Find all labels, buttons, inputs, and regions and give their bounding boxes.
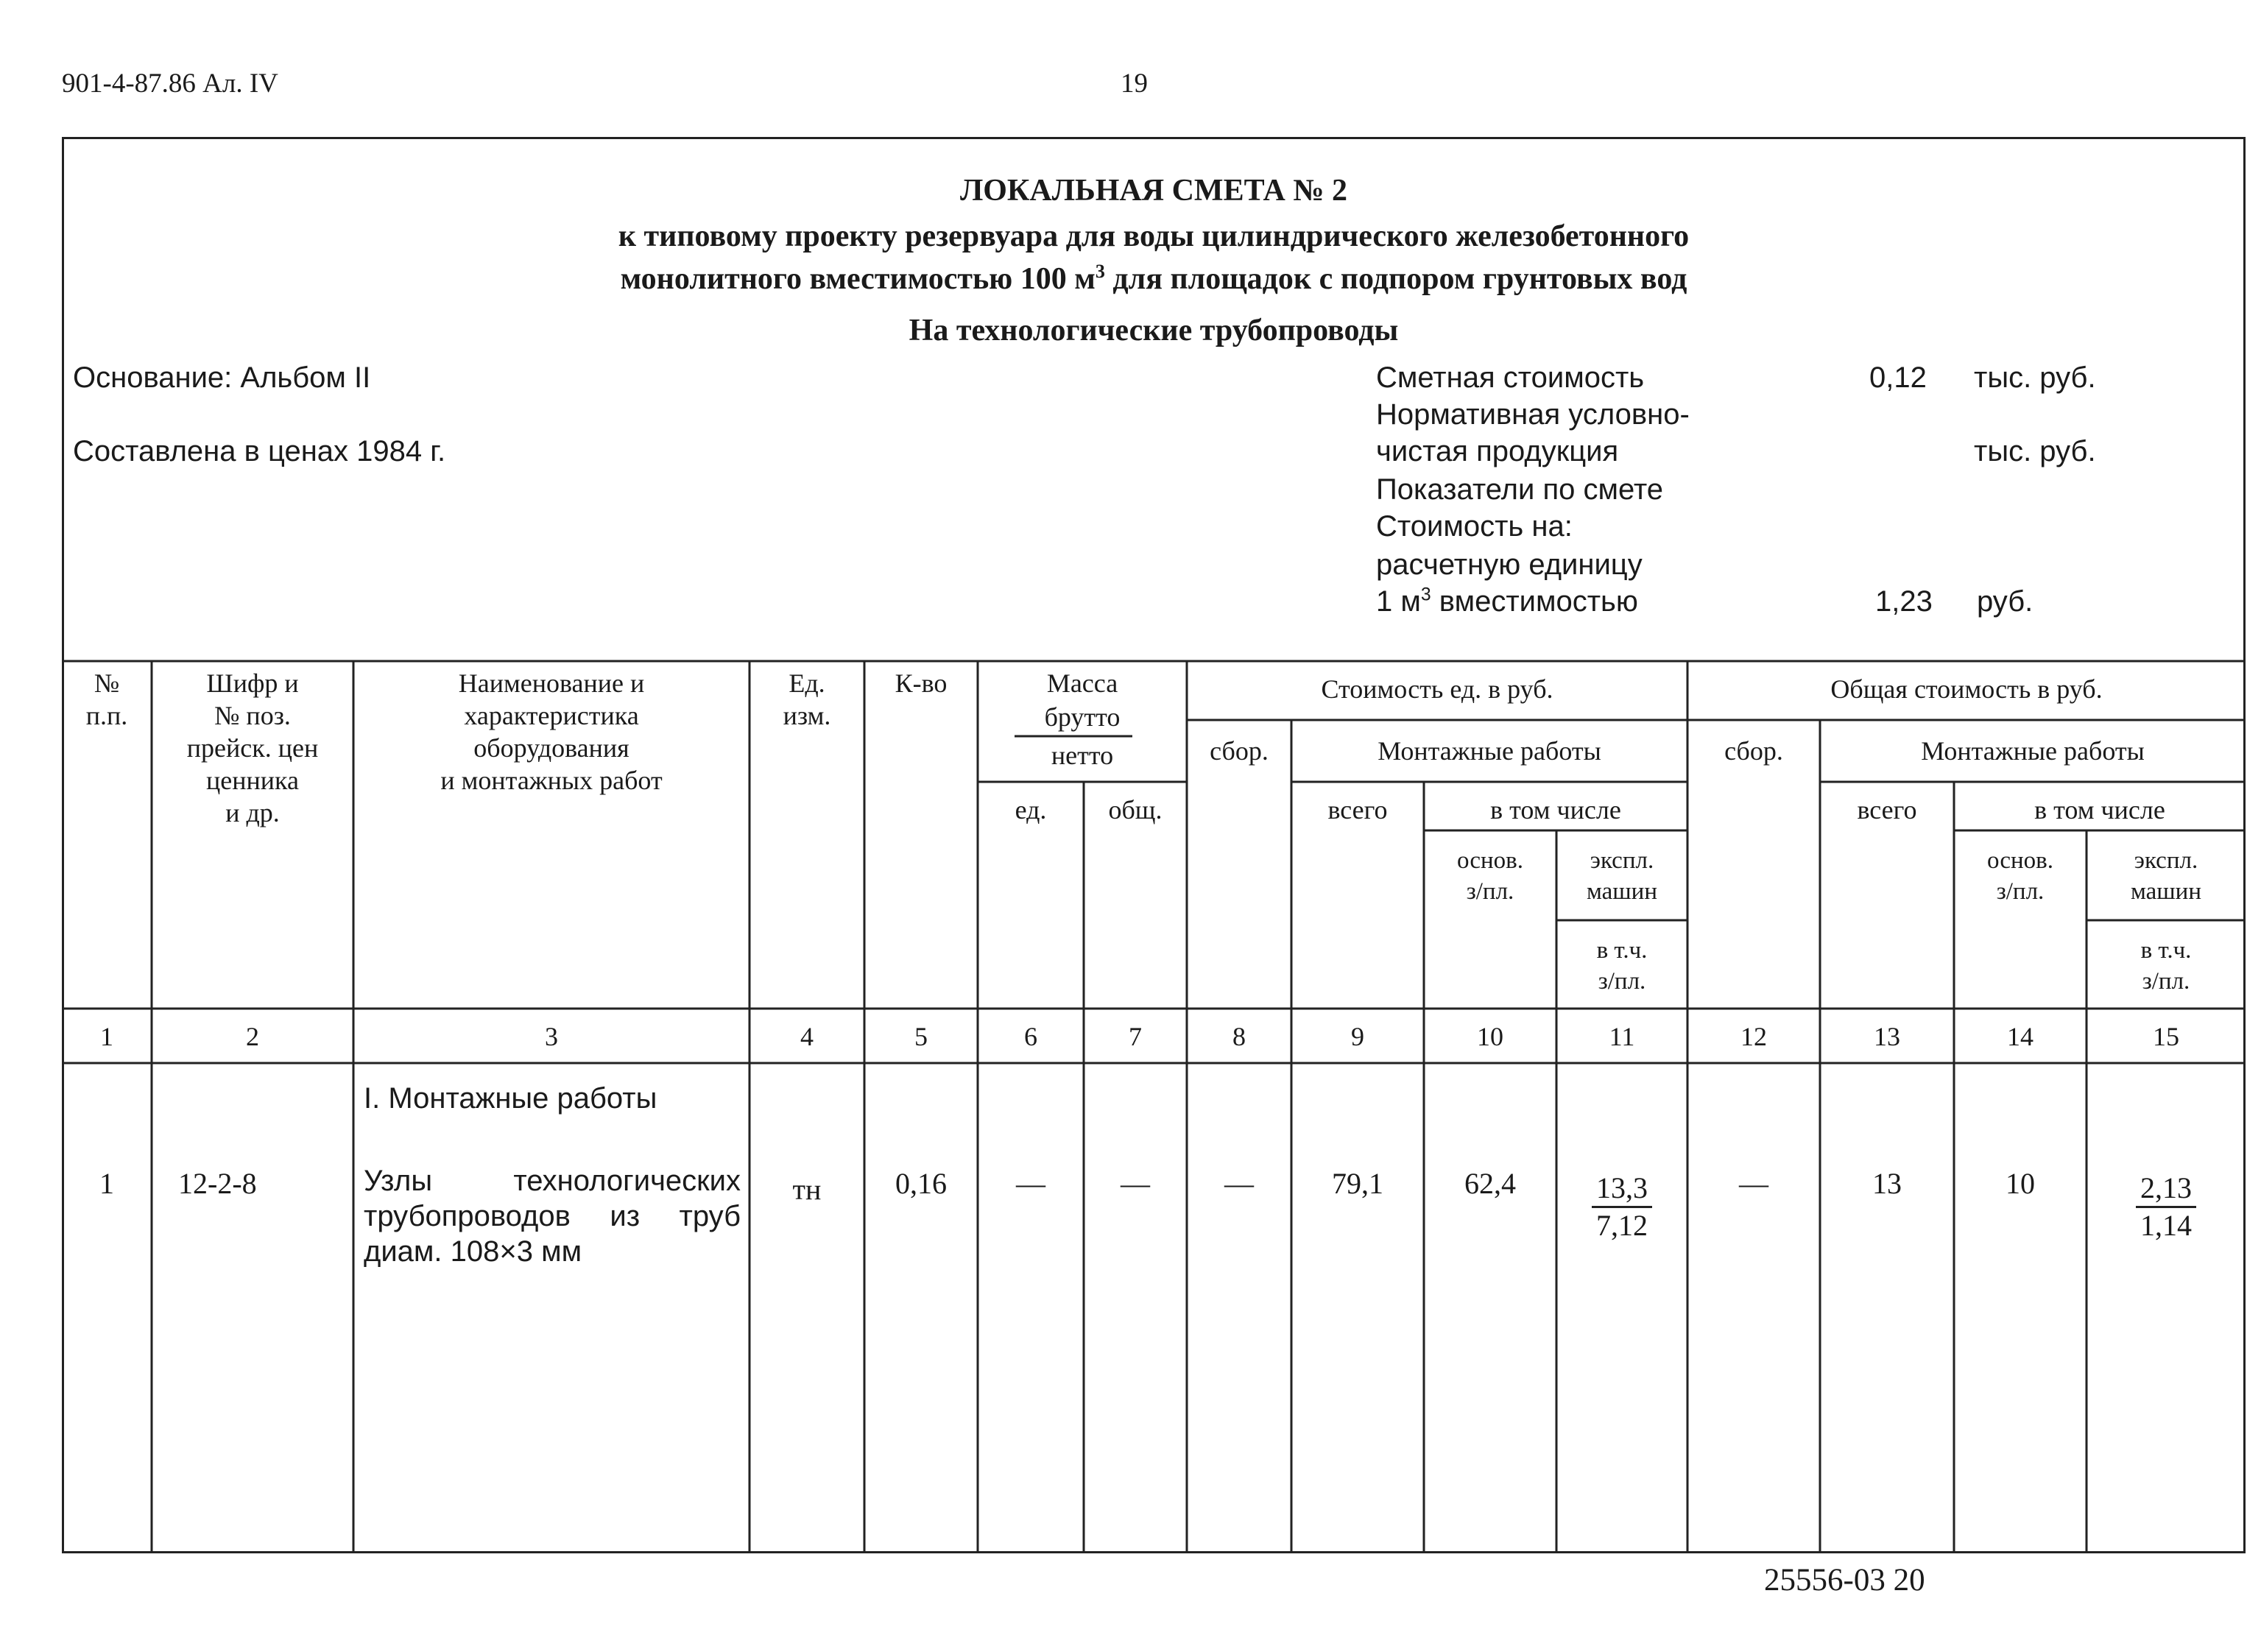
header-total-all: всего (1857, 795, 1917, 825)
column-number: 6 (1024, 1022, 1037, 1051)
estimate-title: ЛОКАЛЬНАЯ СМЕТА № 2 (959, 174, 1348, 208)
row-mass-unit: — (1016, 1167, 1045, 1200)
norm-label-2: чистая продукция (1376, 435, 1619, 467)
unit-label: расчетную единицу (1376, 548, 1643, 581)
row-unit-sbor: — (1224, 1167, 1254, 1200)
column-number: 5 (914, 1022, 928, 1051)
header-total-expl: экспл. машин (2130, 847, 2202, 905)
header-mass-net: нетто (1051, 741, 1114, 770)
column-number: 13 (1874, 1022, 1900, 1051)
row-total-all: 13 (1872, 1167, 1902, 1200)
row-number: 1 (99, 1167, 114, 1200)
row-mass-total: — (1121, 1167, 1150, 1200)
cost-per-label: Стоимость на: (1376, 510, 1573, 543)
norm-unit: тыс. руб. (1974, 435, 2096, 467)
row-unit-expl (1556, 1171, 1687, 1243)
header-unit-sbor: сбор. (1210, 736, 1269, 766)
header-unit-vtch: в т.ч. з/пл. (1596, 937, 1648, 995)
header-unit-mont: Монтажные работы (1378, 736, 1601, 766)
column-number: 10 (1477, 1022, 1503, 1051)
document-code: 901-4-87.86 Ал. IV (62, 68, 278, 99)
row-unit-expl-zp-value: 7,12 (1596, 1209, 1648, 1242)
page-number: 19 (1121, 68, 1148, 99)
column-number: 4 (800, 1022, 814, 1051)
norm-label-1: Нормативная условно- (1376, 398, 1690, 431)
column-number: 1 (100, 1022, 113, 1051)
header-mass-gross: брутто (1044, 702, 1121, 732)
header-mass: Масса (1046, 668, 1118, 698)
header-unit-all: всего (1327, 795, 1388, 825)
prices-year-text: Составлена в ценах 1984 г. (73, 435, 446, 467)
row-name: Узлы технологических трубопроводов из труб диам. 108×3 мм (364, 1165, 741, 1268)
row-code: 12-2-8 (178, 1167, 257, 1200)
header-total-cost: Общая стоимость в руб. (1830, 674, 2103, 704)
estimate-frame (62, 137, 2246, 1553)
footer-code: 25556-03 20 (1764, 1563, 1925, 1598)
header-unit-cost: Стоимость ед. в руб. (1321, 674, 1553, 704)
header-code: Шифр и № поз. прейск. цен ценника и др. (186, 668, 319, 827)
indicators-label: Показатели по смете (1376, 473, 1664, 506)
column-number: 12 (1740, 1022, 1767, 1051)
column-number: 8 (1232, 1022, 1246, 1051)
row-unit-expl-value: 13,3 (1592, 1171, 1652, 1208)
column-number: 11 (1609, 1022, 1635, 1051)
header-unit-osn: основ. з/пл. (1457, 847, 1523, 905)
column-number: 15 (2153, 1022, 2179, 1051)
basis-text: Основание: Альбом II (73, 361, 371, 394)
header-quantity: К-во (895, 668, 948, 698)
header-mass-unit: ед. (1015, 795, 1047, 825)
header-number: № п.п. (85, 668, 128, 730)
header-total-osn: основ. з/пл. (1987, 847, 2053, 905)
cost-value: 0,12 (1869, 361, 1927, 394)
row-total-expl (2087, 1171, 2246, 1243)
column-number: 2 (246, 1022, 259, 1051)
row-total-osn: 10 (2006, 1167, 2035, 1200)
header-total-sbor: сбор. (1724, 736, 1783, 766)
row-unit: тн (792, 1173, 822, 1206)
column-number: 3 (545, 1022, 558, 1051)
row-quantity: 0,16 (895, 1167, 947, 1200)
capacity-unit: руб. (1977, 585, 2034, 618)
row-unit-all: 79,1 (1332, 1167, 1383, 1200)
header-total-incl: в том числе (2034, 795, 2165, 825)
capacity-label: 1 $м^3$ вместимостью (1376, 585, 1638, 618)
section-title: I. Монтажные работы (364, 1082, 657, 1115)
header-unit: Ед. изм. (783, 668, 831, 730)
header-mass-total: общ. (1108, 795, 1163, 825)
column-number: 7 (1129, 1022, 1142, 1051)
estimate-section-title: На технологические трубопроводы (909, 314, 1399, 347)
header-total-vtch: в т.ч. з/пл. (2140, 937, 2192, 995)
header-unit-expl: экспл. машин (1586, 847, 1658, 905)
column-number: 14 (2007, 1022, 2034, 1051)
column-number: 9 (1351, 1022, 1364, 1051)
header-name: Наименование и характеристика оборудования и монтажных работ (440, 668, 663, 795)
header-unit-incl: в том числе (1490, 795, 1621, 825)
row-total-expl-value: 2,13 (2136, 1171, 2196, 1208)
header-total-mont: Монтажные работы (1921, 736, 2145, 766)
estimate-subtitle-line-2: монолитного вместимостью 100 $м^3$ для площадок с подпором грунтовых вод (620, 261, 1687, 296)
capacity-value: 1,23 (1875, 585, 1933, 618)
row-total-expl-zp-value: 1,14 (2140, 1209, 2192, 1242)
estimate-subtitle-line-1: к типовому проекту резервуара для воды цилиндрического железобетонного (618, 219, 1690, 253)
cost-unit: тыс. руб. (1974, 361, 2096, 394)
row-total-sbor: — (1739, 1167, 1768, 1200)
cost-label: Сметная стоимость (1376, 361, 1645, 394)
row-unit-osn: 62,4 (1464, 1167, 1516, 1200)
